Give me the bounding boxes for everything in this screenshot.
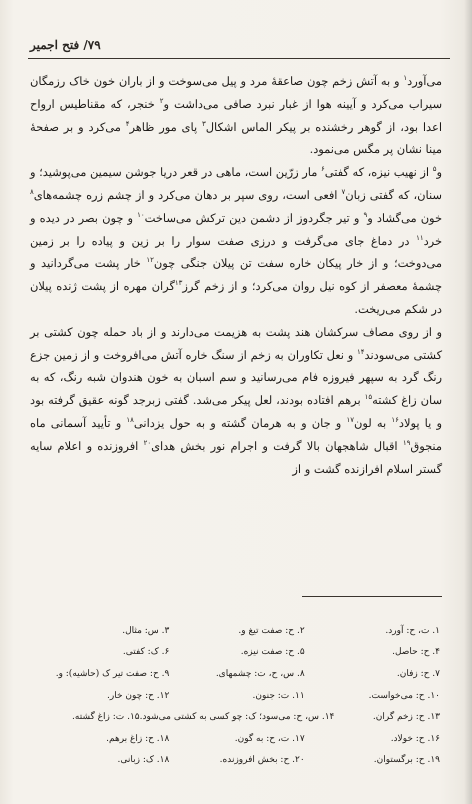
footnote-item: ۲۰. ح: بخش افروزنده. (219, 755, 305, 766)
footnote-item: ۲. ح: صفت تیغ و. (238, 625, 305, 636)
footnote-item: ۱. ت، ح: آورد. (385, 625, 440, 636)
footnote-item: ۴. ح: حاصل. (392, 647, 440, 658)
footnote-row (34, 750, 440, 772)
footnote-row (34, 728, 440, 750)
footnote-item: ۱۵. ت: زاغ گشته. (72, 712, 140, 723)
footnote-item: ۶. ک: کفتی. (122, 647, 170, 658)
footnote-item: ۱۴. س، ح: می‌سود؛ ک: چو کسی به کشتی می‌شود. (139, 712, 335, 723)
footnotes (34, 620, 440, 771)
paragraph-2: و$^۵$ از نهیب نیزه، که گفتی$^۶$ مار زرّین است، ماهی در قعر دریا جوشن سیمین می‌پوشید؛ و سنان، که گفتی زبان$^۷$ افعی است، روی سپر بر دهان می‌کرد و از چشم زره چشمه‌های$^۸$ خون می‌گشاد و$^۹$ و تیر جگردوز از دشمن دین ترکش می‌ساخت$^{۱۰}$ و چون بصر در دیده و خرد$^{۱۱}$ در دماغ جای می‌گرفت و درزی صفت سوار را بر زین و پیاده را بر زمین می‌دوخت؛ و از خار پیکان خاره سفت تن پیلان جنگی چون$^{۱۲}$ خار پشت می‌گردانید و چشمهٔ معصفر از کوه نیل روان می‌کرد؛ و از زخم گرز$^{۱۳}$گران مهره از پشت ژنده پیلان در شکم می‌ریخت. (30, 165, 442, 316)
footnote-item: ۱۷. ت، ح: به گون. (234, 733, 305, 744)
footnote-row (34, 685, 440, 707)
paragraph-1: می‌آورد$^۱$ و به آتش زخم چون صاعقهٔ مرد و پیل می‌سوخت و از باران خون خاک رزمگان سیراب می‌کرد و آیینه هوا از غبار نبرد صافی می‌داشت و$^۲$ خنجر، که مقناطیس ارواح اعدا بود، از گوهر رخشنده بر پیکر الماس اشکال$^۳$ پای مور ظاهر$^۴$ می‌کرد و بر صفحهٔ مینا نشان پر مگس می‌نمود. (30, 74, 443, 157)
header-rule (28, 58, 450, 59)
footnote-item: ۱۰. ح: می‌خواست. (368, 690, 440, 701)
footnote-item: ۱۶. ح: خولاد. (390, 733, 440, 744)
footnote-item: ۱۸. ح: زاغ برهم. (106, 733, 170, 744)
footnote-rule (302, 596, 442, 597)
running-head: ۷۹/ فتح اجمیر (30, 38, 101, 52)
footnote-item: ۱۲. ح: چون خار. (107, 690, 170, 701)
footnote-item: ۳. س: مثال. (122, 625, 170, 636)
footnote-item: ۵. ح: صفت نیزه. (240, 647, 305, 658)
main-text (30, 70, 442, 480)
footnote-item: ۱۹. ح: برگستوان. (373, 755, 440, 766)
footnote-row (34, 642, 440, 664)
footnote-item: ۸. س، ح، ت: چشمهای. (215, 668, 305, 679)
footnote-row (34, 663, 440, 685)
footnote-row (34, 706, 440, 728)
footnote-item: ۱۱. ت: جنون. (252, 690, 305, 701)
footnote-item: ۷. ح: زفان. (396, 668, 440, 679)
footnote-item: ۱۸. ک: زبانی. (117, 755, 170, 766)
paragraph-3: و از روی مصاف سرکشان هند پشت به هزیمت می‌دارند و از باد حمله چون کشتی بر کشتی می‌سودند$^{۱۴}$ و نعل تکاوران به زخم از سنگ خاره آتش می‌افروخت و از زمین جزع رنگ گرد به سپهر فیروزه فام می‌رسانید و سم اسبان به خون هندوان شبه رنگ، که به سان زاغ کشته$^{۱۵}$ برهم افتاده بودند، لعل پیکر می‌شد. گفتی زبرجد گونه عقیق گرفته بود و یا پولاد$^{۱۶}$ به لون$^{۱۷}$ و جان و به هرمان گشته و به حول یزدانی$^{۱۸}$ و تأیید آسمانی ماه منجوق$^{۱۹}$ اقبال شاهجهان بالا گرفت و اجرام نور بخش هدای$^{۲۰}$ افروزنده و اعلام سایه گستر اسلام افرازنده گشت و از (30, 324, 442, 476)
footnote-item: ۱۳. ح: زخم گران. (372, 712, 440, 723)
binding-shadow (464, 0, 472, 804)
footnote-item: ۹. ح: صفت تیر ک (حاشیه): و. (55, 668, 170, 679)
footnote-row (34, 620, 440, 642)
